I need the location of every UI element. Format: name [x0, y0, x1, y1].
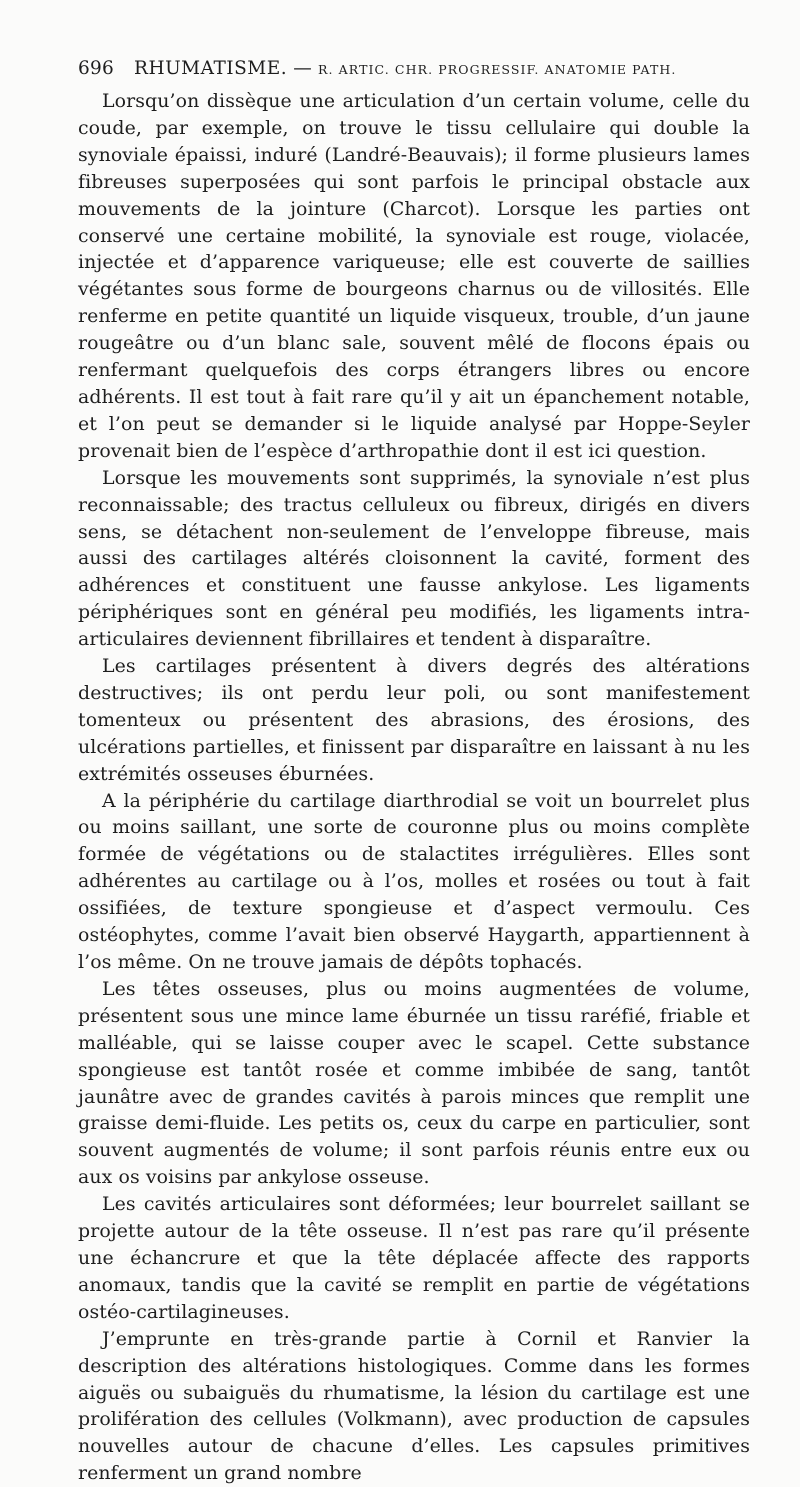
body-text [78, 88, 750, 1487]
paragraph: Les cavités articulaires sont déformées; leur bourrelet saillant se projette autour de la tête osseuse. Il n’est pas rare qu’il présente une échancrure et que la tête déplacée affecte des rapports anomaux, tandis que la cavité se remplit en partie de végétations ostéo-cartilagineuses. [78, 1193, 750, 1323]
paragraph: Les têtes osseuses, plus ou moins augmentées de volume, présentent sous une mince lame éburnée un tissu raréfié, friable et malléable, qui se laisse couper avec le scapel. Cette substance spongieuse est tantôt rosée et comme imbibée de sang, tantôt jaunâtre avec de grandes cavités à parois minces que remplit une graisse demi-fluide. Les petits os, ceux du carpe en particulier, sont souvent augmentés de volume; il sont parfois réunis entre eux ou aux os voisins par ankylose osseuse. [78, 977, 750, 1189]
header-dash: — [293, 58, 312, 79]
running-header [78, 58, 758, 79]
paragraph: Lorsque les mouvements sont supprimés, la synoviale n’est plus reconnaissable; des tractus celluleux ou fibreux, dirigés en divers sens, se détachent non-seulement de l’enveloppe fibreuse, mais aussi des cartilages altérés cloisonnent la cavité, forment des adhérences et constituent une fausse ankylose. Les ligaments périphériques sont en général peu modifiés, les ligaments intra-articulaires deviennent fibrillaires et tendent à disparaître. [78, 466, 750, 651]
paragraph: J’emprunte en très-grande partie à Cornil et Ranvier la description des altérations histologiques. Comme dans les formes aiguës ou subaiguës du rhumatisme, la lésion du cartilage est une prolifération des cellules (Volkmann), avec production de capsules nouvelles autour de chacune d’elles. Les capsules primitives renferment un grand nombre [78, 1327, 750, 1485]
running-subtitle: R. ARTIC. CHR. PROGRESSIF. ANATOMIE PATH. [318, 62, 677, 77]
paragraph: Lorsqu’on dissèque une articulation d’un certain volume, celle du coude, par exemple, on trouve le tissu cellulaire qui double la synoviale épaissi, induré (Landré-Beauvais); il forme plusieurs lames fibreuses superposées qui sont parfois le principal obstacle aux mouvements de la jointure (Charcot). Lorsque les parties ont conservé une certaine mobilité, la synoviale est rouge, violacée, injectée et d’apparence variqueuse; elle est couverte de saillies végétantes sous forme de bourgeons charnus ou de villosités. Elle renferme en petite quantité un liquide visqueux, trouble, d’un jaune rougeâtre ou d’un blanc sale, souvent mêlé de flocons épais ou renfermant quelquefois des corps étrangers libres ou encore adhérents. Il est tout à fait rare qu’il y ait un épanchement notable, et l’on peut se demander si le liquide analysé par Hoppe-Seyler provenait bien de l’espèce d’arthropathie dont il est ici question. [78, 90, 750, 462]
paragraph: Les cartilages présentent à divers degrés des altérations destructives; ils ont perdu leur poli, ou sont manifestement tomenteux ou présentent des abrasions, des érosions, des ulcérations partielles, et finissent par disparaître en laissant à nu les extrémités osseuses éburnées. [78, 655, 750, 785]
running-title: RHUMATISME. [134, 58, 288, 79]
page-number: 696 [78, 58, 114, 79]
paragraph: A la périphérie du cartilage diarthrodial se voit un bourrelet plus ou moins saillant, une sorte de couronne plus ou moins complète formée de végétations ou de stalactites irrégulières. Elles sont adhérentes au cartilage ou à l’os, molles et rosées ou tout à fait ossifiées, de texture spongieuse et d’aspect vermoulu. Ces ostéophytes, comme l’avait bien observé Haygarth, appartiennent à l’os même. On ne trouve jamais de dépôts tophacés. [78, 789, 750, 973]
